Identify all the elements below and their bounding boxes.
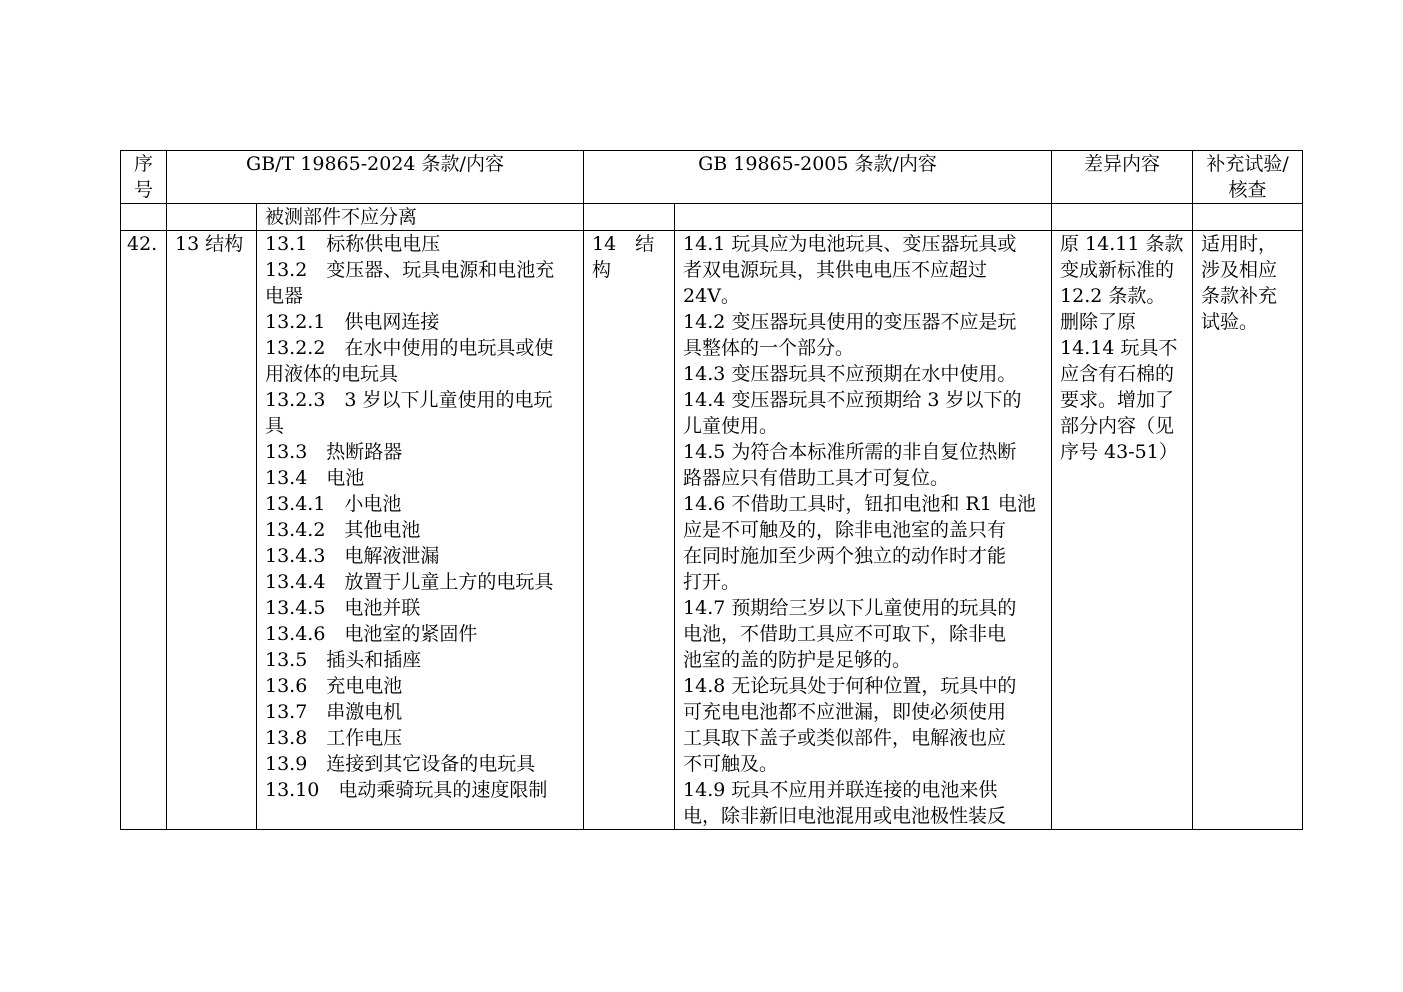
old-content-line: 14.2 变压器玩具使用的变压器不应是玩 [683, 311, 1017, 333]
new-content-line: 13.2.1 供电网连接 [265, 311, 440, 333]
difference-line: 部分内容（见 [1060, 415, 1175, 437]
old-content-line: 电，除非新旧电池混用或电池极性装反 [683, 805, 1007, 827]
old-content-line: 池室的盖的防护是足够的。 [683, 649, 912, 671]
header-old-standard: GB 19865-2005 条款/内容 [584, 151, 1052, 204]
new-content-line: 13.4.3 电解液泄漏 [265, 545, 440, 567]
old-content-line: 24V。 [683, 285, 740, 307]
difference-line: 要求。增加了 [1060, 389, 1175, 411]
header-row [121, 151, 1303, 204]
comparison-table [120, 150, 1303, 830]
old-content-line: 14.8 无论玩具处于何种位置，玩具中的 [683, 675, 1017, 697]
new-content-line: 13.4.5 电池并联 [265, 597, 421, 619]
difference-line: 序号 43-51） [1060, 441, 1178, 463]
new-content-list [257, 231, 583, 803]
supplementary-text [1193, 231, 1302, 335]
difference-text [1052, 231, 1192, 465]
new-content-line: 13.3 热断路器 [265, 441, 403, 463]
new-content-line: 用液体的电玩具 [265, 363, 399, 385]
new-content-line: 13.4 电池 [265, 467, 365, 489]
old-content-line: 者双电源玩具，其供电电压不应超过 [683, 259, 988, 281]
old-content-line: 14.6 不借助工具时，钮扣电池和 R1 电池 [683, 493, 1036, 515]
old-content-line: 14.3 变压器玩具不应预期在水中使用。 [683, 363, 1017, 385]
difference-line: 14.14 玩具不 [1060, 337, 1178, 359]
old-content-line: 儿童使用。 [683, 415, 779, 437]
old-content-line: 14.7 预期给三岁以下儿童使用的玩具的 [683, 597, 1017, 619]
new-content-line: 13.9 连接到其它设备的电玩具 [265, 753, 536, 775]
new-content-line: 13.6 充电电池 [265, 675, 403, 697]
difference-line: 原 14.11 条款 [1060, 233, 1184, 255]
old-content-line: 打开。 [683, 571, 741, 593]
old-content-line: 可充电电池都不应泄漏，即使必须使用 [683, 701, 1007, 723]
new-content-line: 13.4.2 其他电池 [265, 519, 421, 541]
continuation-new-content: 被测部件不应分离 [257, 204, 584, 231]
table-row [121, 231, 1303, 830]
new-content-line: 具 [265, 415, 285, 437]
old-content-list [675, 231, 1051, 829]
old-clause-text [584, 231, 674, 283]
old-content-line: 电池，不借助工具应不可取下，除非电 [683, 623, 1007, 645]
new-content-line: 13.2 变压器、玩具电源和电池充 [265, 259, 555, 281]
old-clause-line: 14 结 [592, 233, 655, 255]
new-content-line: 13.4.4 放置于儿童上方的电玩具 [265, 571, 554, 593]
new-content-line: 13.1 标称供电电压 [265, 233, 441, 255]
old-content-line: 14.9 玩具不应用并联连接的电池来供 [683, 779, 998, 801]
difference-line: 12.2 条款。 [1060, 285, 1166, 307]
difference-line: 删除了原 [1060, 311, 1137, 333]
new-content-line: 13.2.3 3 岁以下儿童使用的电玩 [265, 389, 553, 411]
old-clause-line: 构 [592, 259, 612, 281]
continuation-row [121, 204, 1303, 231]
old-content-line: 14.5 为符合本标准所需的非自复位热断 [683, 441, 1017, 463]
row-seq: 42. [121, 231, 167, 830]
new-content-line: 13.4.6 电池室的紧固件 [265, 623, 478, 645]
header-supplementary: 补充试验/核查 [1193, 151, 1303, 204]
supplementary-line: 试验。 [1201, 311, 1259, 333]
new-content-line: 电器 [265, 285, 304, 307]
row-new-content [257, 231, 584, 830]
supplementary-line: 适用时， [1201, 233, 1278, 255]
new-content-line: 13.7 串激电机 [265, 701, 403, 723]
row-new-clause: 13 结构 [167, 231, 257, 830]
row-old-clause [584, 231, 675, 830]
old-content-line: 路器应只有借助工具才可复位。 [683, 467, 950, 489]
header-difference: 差异内容 [1052, 151, 1193, 204]
header-new-standard: GB/T 19865-2024 条款/内容 [167, 151, 584, 204]
new-content-line: 13.5 插头和插座 [265, 649, 422, 671]
header-seq: 序号 [121, 151, 167, 204]
supplementary-line: 条款补充 [1201, 285, 1278, 307]
old-content-line: 工具取下盖子或类似部件，电解液也应 [683, 727, 1007, 749]
old-content-line: 不可触及。 [683, 753, 779, 775]
row-supplementary [1193, 231, 1303, 830]
old-content-line: 14.4 变压器玩具不应预期给 3 岁以下的 [683, 389, 1022, 411]
new-content-line: 13.4.1 小电池 [265, 493, 402, 515]
difference-line: 应含有石棉的 [1060, 363, 1175, 385]
row-difference [1052, 231, 1193, 830]
row-old-content [675, 231, 1052, 830]
old-content-line: 14.1 玩具应为电池玩具、变压器玩具或 [683, 233, 1017, 255]
new-content-line: 13.10 电动乘骑玩具的速度限制 [265, 779, 548, 801]
old-content-line: 在同时施加至少两个独立的动作时才能 [683, 545, 1007, 567]
new-content-line: 13.8 工作电压 [265, 727, 403, 749]
new-content-line: 13.2.2 在水中使用的电玩具或使 [265, 337, 554, 359]
old-content-line: 应是不可触及的，除非电池室的盖只有 [683, 519, 1007, 541]
supplementary-line: 涉及相应 [1201, 259, 1278, 281]
old-content-line: 具整体的一个部分。 [683, 337, 855, 359]
difference-line: 变成新标准的 [1060, 259, 1175, 281]
